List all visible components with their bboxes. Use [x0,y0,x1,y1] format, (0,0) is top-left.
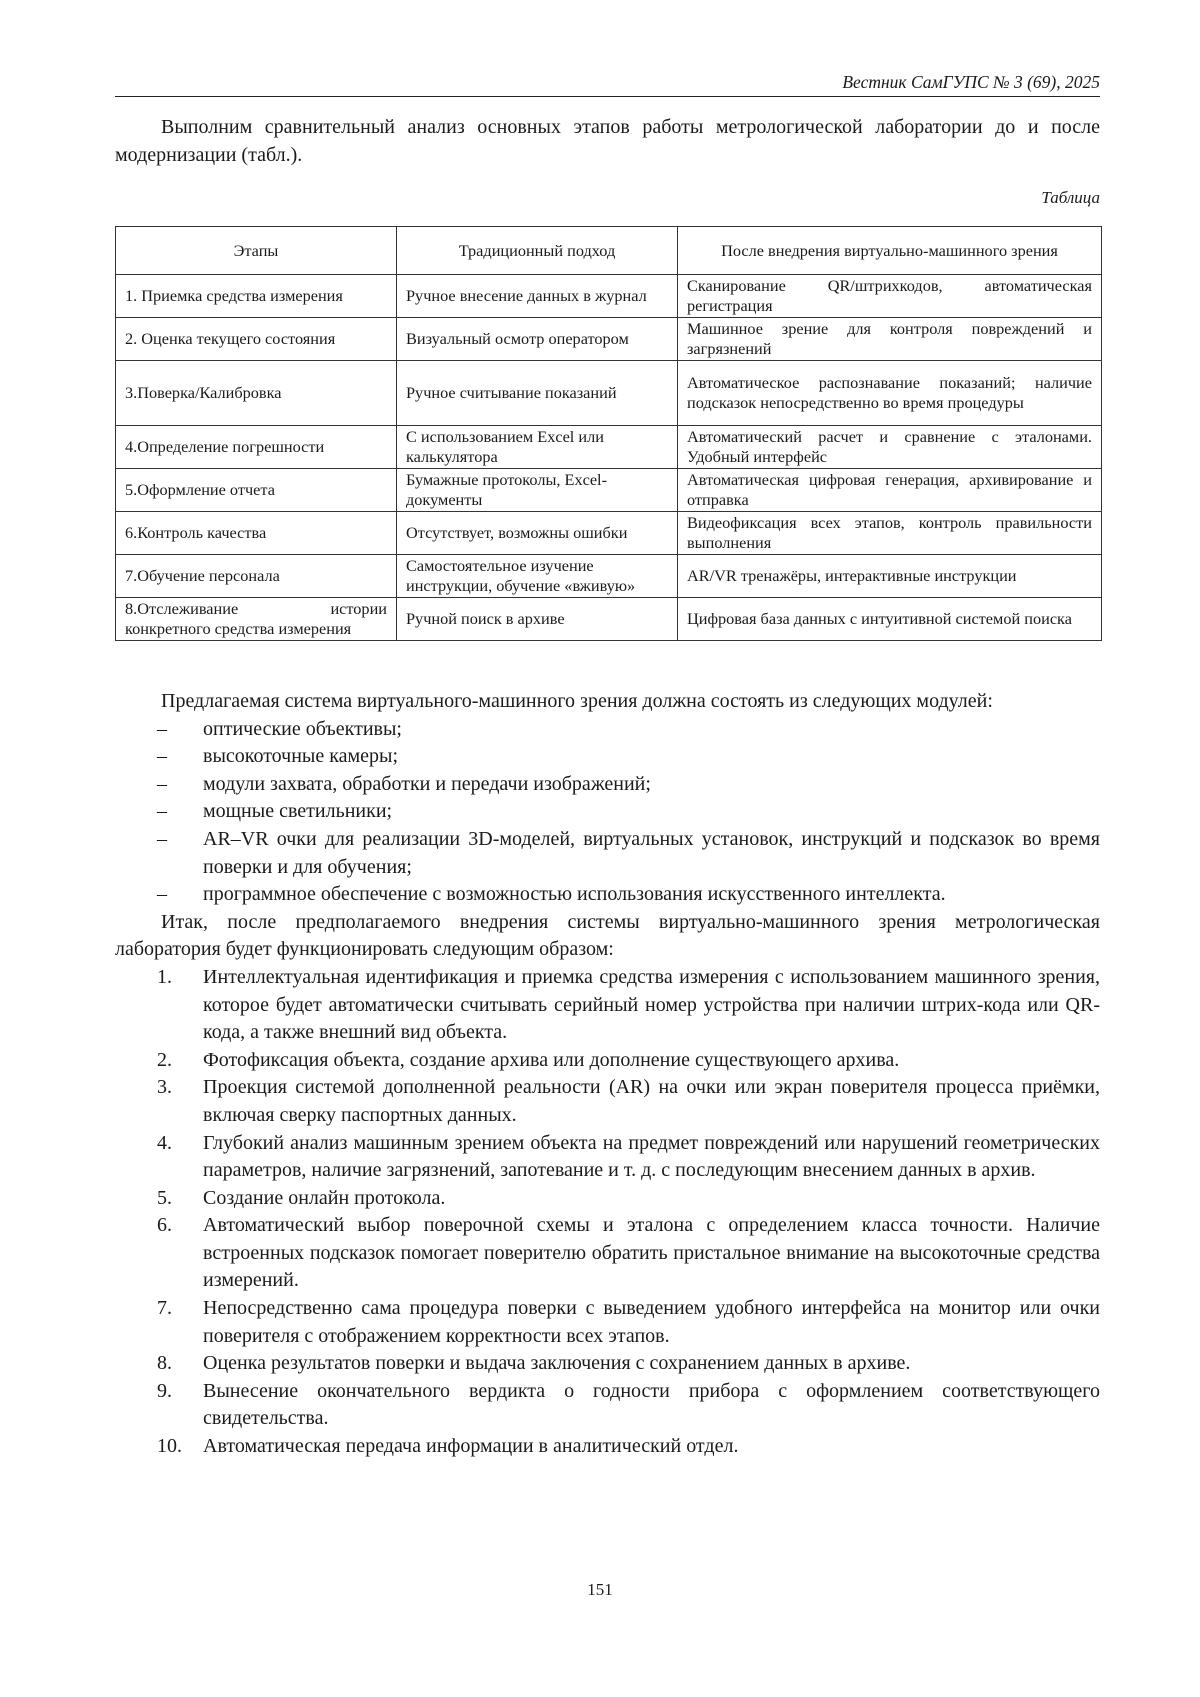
list-item [115,826,1100,881]
after-cell: Сканирование QR/штрихкодов, автоматическая регистрация [678,275,1102,318]
dash-marker: – [157,772,167,795]
stage-cell: 3.Поверка/Калибровка [116,361,397,426]
step-text: Фотофиксация объекта, создание архива или дополнение существующего архива. [203,1048,900,1071]
step-number: 5. [157,1186,172,1209]
step-number: 1. [157,965,172,988]
after-cell: Автоматический расчет и сравнение с эталонами. Удобный интерфейс [678,426,1102,469]
step-item [115,1074,1100,1129]
dash-marker: – [157,717,167,740]
step-item [115,1350,1100,1378]
stage-cell: 7.Обучение персонала [116,555,397,598]
after-cell: Автоматическая цифровая генерация, архивирование и отправка [678,469,1102,512]
after-cell: Машинное зрение для контроля повреждений и загрязнений [678,318,1102,361]
stage-cell: 8.Отслеживание истории конкретного средства измерения [116,598,397,641]
modules-list [115,716,1100,909]
step-text: Глубокий анализ машинным зрением объекта на предмет повреждений или нарушений геометрических параметров, наличие загрязнений, запотевание и т. д. с последующим внесением данных в архив. [203,1131,1100,1182]
dash-marker: – [157,883,167,906]
list-item-text: высокоточные камеры; [203,745,399,768]
step-text: Автоматический выбор поверочной схемы и эталона с определением класса точности. Наличие встроенных подсказок помогает поверителю обратить пристальное внимание на высокоточные средства измерений. [203,1214,1100,1292]
traditional-cell: Ручное внесение данных в журнал [397,275,678,318]
step-number: 10. [157,1435,182,1458]
table-row [116,361,1102,426]
steps-list [115,964,1100,1461]
traditional-cell: Визуальный осмотр оператором [397,318,678,361]
step-item [115,1295,1100,1350]
after-cell: AR/VR тренажёры, интерактивные инструкции [678,555,1102,598]
step-text: Создание онлайн протокола. [203,1186,446,1209]
table-header-row [116,227,1102,275]
step-number: 2. [157,1048,172,1071]
traditional-cell: Ручной поиск в архиве [397,598,678,641]
intro-paragraph: Выполним сравнительный анализ основных этапов работы метрологической лаборатории до и после модернизации (табл.). [115,116,1100,166]
step-number: 7. [157,1297,172,1320]
journal-title: Вестник СамГУПС № 3 (69), 2025 [842,72,1100,92]
list-item [115,798,1100,826]
step-number: 6. [157,1214,172,1237]
table-row [116,512,1102,555]
step-item [115,1185,1100,1213]
table-row [116,426,1102,469]
dash-marker: – [157,800,167,823]
stage-cell: 1. Приемка средства измерения [116,275,397,318]
dash-marker: – [157,827,167,850]
after-cell: Цифровая база данных с интуитивной системой поиска [678,598,1102,641]
step-item [115,1047,1100,1075]
step-text: Автоматическая передача информации в аналитический отдел. [203,1435,739,1458]
step-item [115,1378,1100,1433]
step-item [115,1130,1100,1185]
step-item [115,1433,1100,1461]
step-number: 3. [157,1076,172,1099]
after-cell: Автоматическое распознавание показаний; наличие подсказок непосредственно во время процедуры [678,361,1102,426]
list-item [115,716,1100,744]
step-item [115,964,1100,1047]
list-item [115,881,1100,909]
list-item-text: мощные светильники; [203,800,393,823]
step-text: Проекция системой дополненной реальности (AR) на очки или экран поверителя процесса приёмки, включая сверку паспортных данных. [203,1076,1100,1126]
traditional-cell: Ручное считывание показаний [397,361,678,426]
steps-intro: Итак, после предполагаемого внедрения системы виртуально-машинного зрения метрологическая лаборатория будет функционировать следующим образом: [115,910,1100,961]
step-text: Непосредственно сама процедура поверки с выведением удобного интерфейса на монитор или очки поверителя с отображением корректности всех этапов. [203,1297,1100,1347]
list-item-text: модули захвата, обработки и передачи изображений; [203,772,651,795]
traditional-cell: Бумажные протоколы, Excel-документы [397,469,678,512]
list-item-text: оптические объективы; [203,717,402,740]
stage-cell: 2. Оценка текущего состояния [116,318,397,361]
traditional-cell: С использованием Excel или калькулятора [397,426,678,469]
step-text: Оценка результатов поверки и выдача заключения с сохранением данных в архиве. [203,1352,911,1375]
table-row [116,275,1102,318]
page-number: 151 [587,1580,613,1599]
table-row [116,318,1102,361]
step-number: 9. [157,1379,172,1402]
list-item-text: AR–VR очки для реализации 3D-моделей, виртуальных установок, инструкций и подсказок во время поверки и для обучения; [203,827,1100,878]
stage-cell: 6.Контроль качества [116,512,397,555]
traditional-cell: Самостоятельное изучение инструкции, обучение «вживую» [397,555,678,598]
step-item [115,1212,1100,1295]
header-after: После внедрения виртуально-машинного зрения [678,227,1102,275]
body-text [115,688,1100,1461]
traditional-cell: Отсутствует, возможны ошибки [397,512,678,555]
dash-marker: – [157,745,167,768]
after-cell: Видеофиксация всех этапов, контроль правильности выполнения [678,512,1102,555]
comparison-table [115,226,1102,641]
list-item [115,743,1100,771]
list-item [115,771,1100,799]
table-row [116,469,1102,512]
running-header [115,70,1100,97]
table-caption: Таблица [1041,188,1100,207]
header-traditional: Традиционный подход [397,227,678,275]
header-stages: Этапы [116,227,397,275]
stage-cell: 5.Оформление отчета [116,469,397,512]
modules-intro: Предлагаемая система виртуального-машинного зрения должна состоять из следующих модулей: [161,690,993,712]
table-row [116,598,1102,641]
list-item-text: программное обеспечение с возможностью использования искусственного интеллекта. [203,883,946,906]
stage-cell: 4.Определение погрешности [116,426,397,469]
step-number: 8. [157,1352,172,1375]
step-text: Интеллектуальная идентификация и приемка средства измерения с использованием машинного зрения, которое будет автоматически считывать серийный номер устройства при наличии штрих-кода или QR-кода, а также внешний вид объекта. [203,965,1100,1044]
table-row [116,555,1102,598]
step-text: Вынесение окончательного вердикта о годности прибора с оформлением соответствующего свидетельства. [203,1379,1100,1430]
step-number: 4. [157,1131,172,1154]
